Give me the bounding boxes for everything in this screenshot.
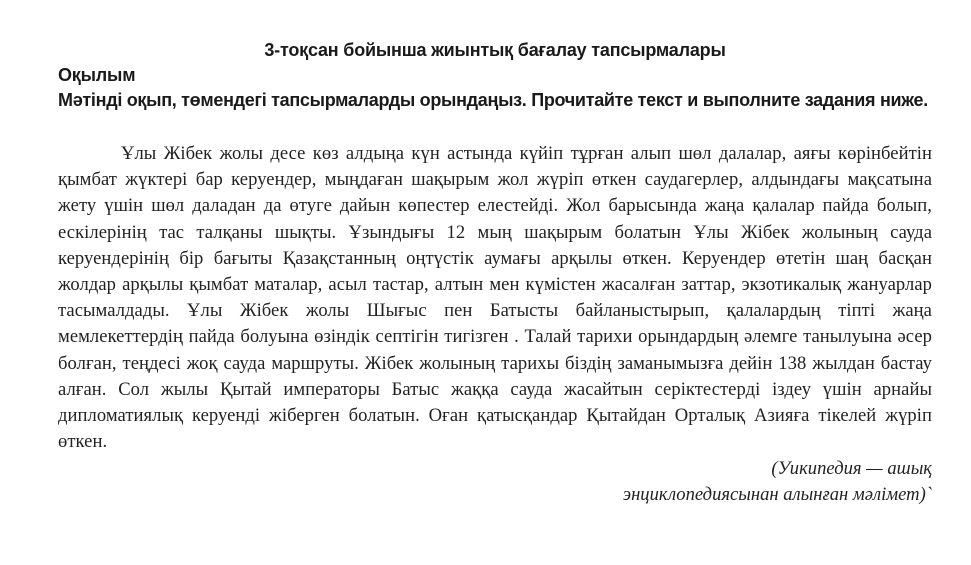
task-instruction: Мәтінді оқып, төмендегі тапсырмаларды орындаңыз. Прочитайте текст и выполните задания ниже.: [58, 90, 928, 110]
reading-text: Ұлы Жібек жолы десе көз алдыңа күн астында күйіп тұрған алып шөл далалар, аяғы көрінбейтін қымбат жүктері бар керуендер, мыңдаған шақырым жол жүріп өткен саудагерлер, алдындағы мақсатына жету үшін шөл даладан да өтуге дайын көпестер елестейді. Жол барысында жаңа қалалар пайда болып, ескілерінің тас талқаны шықты. Ұзындығы 12 мың шақырым болатын Ұлы Жібек жолының сауда керуендерінің бір бағыты Қазақстанның оңтүстік аумағы арқылы өткен. Керуендер өтетін шаң басқан жолдар арқылы қымбат маталар, асыл тастар, алтын мен күмістен жасалған заттар, экзотикалық жануарлар тасымалдады. Ұлы Жібек жолы Шығыс пен Батысты байланыстырып, қалалардың тіпті жаңа мемлекеттердің пайда болуына өзіндік септігін тигізген . Талай тарихи орындардың әлемге танылуына әсер болған, теңдесі жоқ сауда маршруты. Жібек жолының тарихы біздің заманымызға дейін 138 жылдан бастау алған. Сол жылы Қытай императоры Батыс жаққа сауда жасайтын серіктестерді іздеу үшін арнайы дипломатиялық керуенді жіберген болатын. Оған қатысқандар Қытайдан Орталық Азияға тікелей жүріп өткен.: [58, 143, 932, 453]
document-page: [58, 38, 932, 508]
source-citation-line-2: энциклопедиясынан алынған мәлімет)`: [622, 484, 932, 506]
source-citation: [58, 456, 932, 508]
source-citation-line-1: (Уикипедия — ашық: [771, 458, 932, 480]
document-title: 3-тоқсан бойынша жиынтық бағалау тапсырмалары: [264, 40, 726, 60]
section-heading: Оқылым: [58, 65, 136, 85]
